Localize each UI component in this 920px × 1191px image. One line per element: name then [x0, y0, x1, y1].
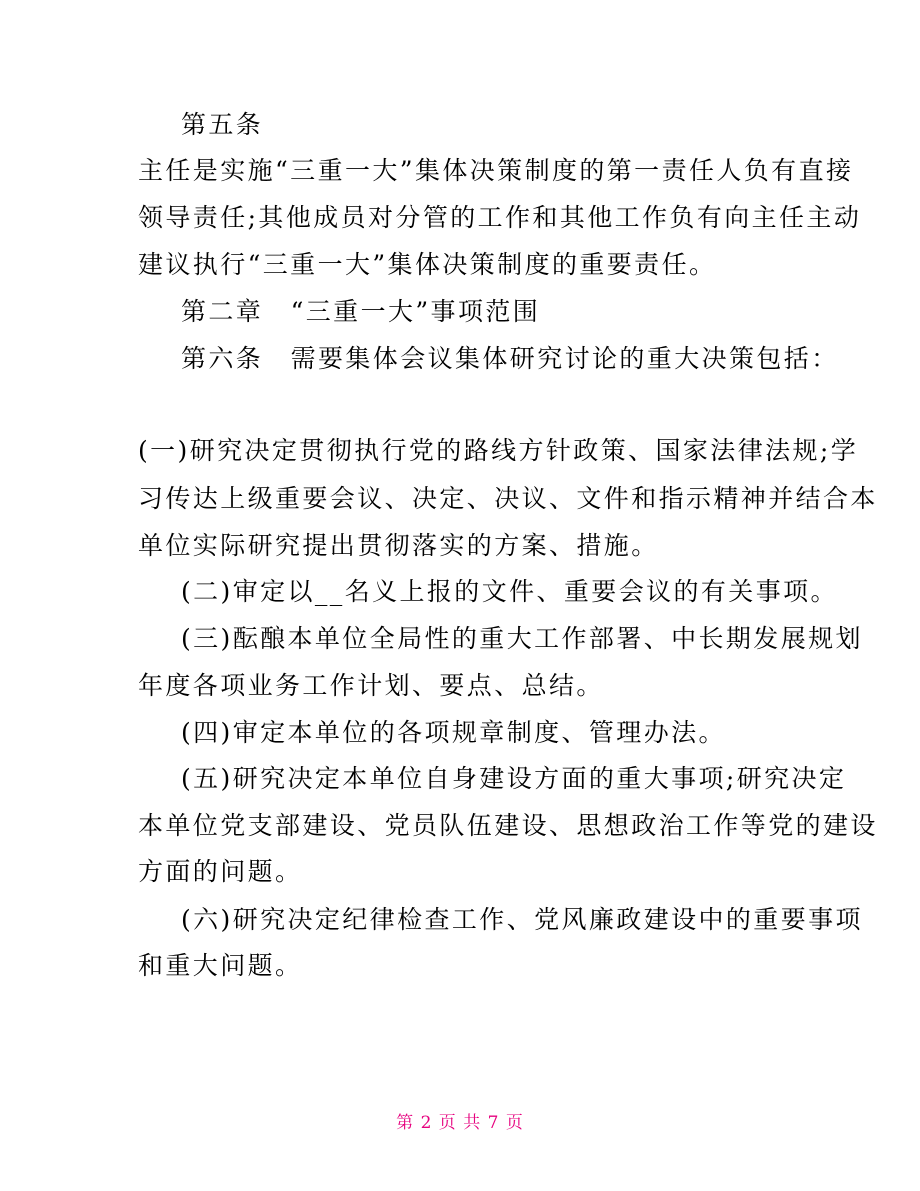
paragraph-line: 单位实际研究提出贯彻落实的方案、措施。	[138, 531, 659, 560]
paragraph-line: 方面的问题。	[138, 857, 303, 886]
article-5-heading: 第五条	[181, 110, 264, 139]
list-item: (二)审定以__名义上报的文件、重要会议的有关事项。	[181, 577, 838, 606]
paragraph-line: 本单位党支部建设、党员队伍建设、思想政治工作等党的建设	[138, 811, 878, 840]
chapter-2-heading: 第二章 “三重一大”事项范围	[181, 297, 541, 326]
footer-label-post: 页	[505, 1113, 524, 1133]
paragraph-line: 年度各项业务工作计划、要点、总结。	[138, 671, 604, 700]
footer-page-total: 7	[487, 1113, 500, 1133]
paragraph-line: 领导责任;其他成员对分管的工作和其他工作负有向主任主动	[138, 203, 862, 232]
list-item: (六)研究决定纪律检查工作、党风廉政建设中的重要事项	[181, 905, 863, 934]
footer-label-pre: 第	[396, 1113, 415, 1133]
footer-label-mid: 页 共	[438, 1113, 482, 1133]
list-item: (四)审定本单位的各项规章制度、管理办法。	[181, 718, 726, 747]
list-item: (三)酝酿本单位全局性的重大工作部署、中长期发展规划	[181, 624, 863, 653]
page-footer	[0, 1112, 920, 1134]
footer-page-number: 2	[420, 1113, 433, 1133]
list-item: (五)研究决定本单位自身建设方面的重大事项;研究决定	[181, 764, 847, 793]
paragraph-line: 和重大问题。	[138, 951, 303, 980]
paragraph-line: 建议执行“三重一大”集体决策制度的重要责任。	[138, 250, 717, 279]
paragraph-line: 主任是实施“三重一大”集体决策制度的第一责任人负有直接	[138, 156, 854, 185]
article-6-heading: 第六条 需要集体会议集体研究讨论的重大决策包括：	[181, 344, 839, 373]
paragraph-line: 习传达上级重要会议、决定、决议、文件和指示精神并结合本	[138, 484, 878, 513]
paragraph-line: (一)研究决定贯彻执行党的路线方针政策、国家法律法规;学	[138, 436, 859, 465]
